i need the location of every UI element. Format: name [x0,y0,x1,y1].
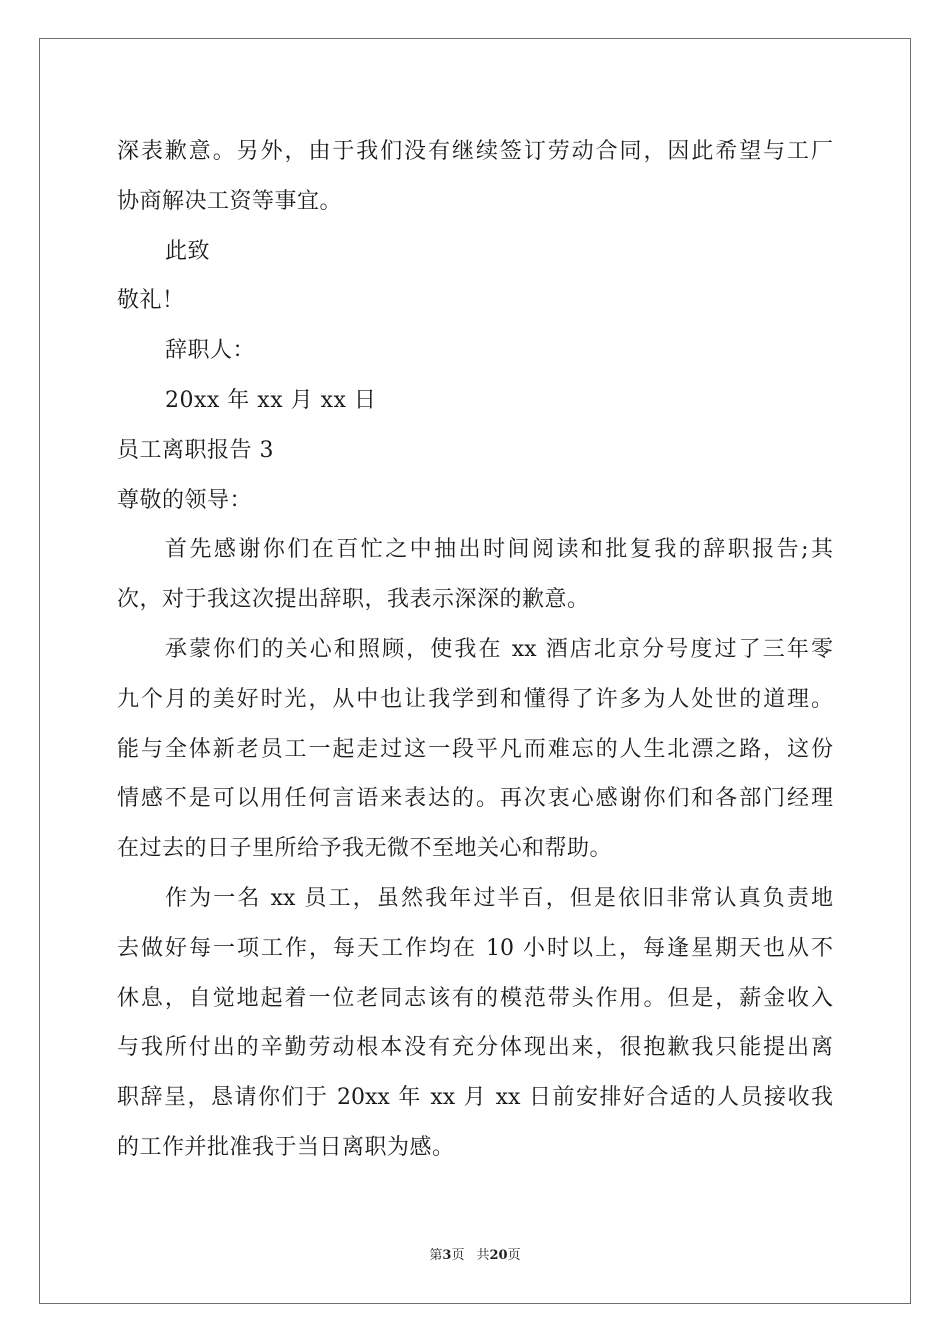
page-suffix: 页 [451,1248,465,1263]
section-heading: 员工离职报告 3 [117,437,274,463]
text-line: 去做好每一项工作，每天工作均在 10 小时以上，每逢星期天也从不 [117,935,833,961]
text-line: 休息，自觉地起着一位老同志该有的模范带头作用。但是，薪金收入 [117,985,833,1011]
text-line: 承蒙你们的关心和照顾，使我在 xx 酒店北京分号度过了三年零 [165,636,833,662]
page-footer [0,1247,950,1265]
closing-regards: 敬礼！ [117,288,185,314]
signature-label: 辞职人： [165,338,256,364]
greeting: 尊敬的领导： [117,487,253,513]
text-line: 首先感谢你们在百忙之中抽出时间阅读和批复我的辞职报告;其 [165,537,833,563]
text-line: 能与全体新老员工一起走过这一段平凡而难忘的人生北漂之路，这份 [117,736,833,762]
total-pages: 20 [489,1248,508,1263]
text-line: 职辞呈，恳请你们于 20xx 年 xx 月 xx 日前安排好合适的人员接收我 [117,1085,833,1111]
text-line: 与我所付出的辛勤劳动根本没有充分体现出来，很抱歉我只能提出离 [117,1035,833,1061]
text-line: 的工作并批准我于当日离职为感。 [117,1134,455,1160]
text-line: 协商解决工资等事宜。 [117,188,343,214]
total-suffix: 页 [507,1248,521,1263]
text-line: 深表歉意。另外，由于我们没有继续签订劳动合同，因此希望与工厂 [117,139,833,164]
total-prefix: 共 [476,1248,490,1263]
document-body [117,127,833,1173]
signature-date: 20xx 年 xx 月 xx 日 [165,387,377,413]
page-number: 3 [442,1248,452,1263]
text-line: 九个月的美好时光，从中也让我学到和懂得了许多为人处世的道理。 [117,686,833,712]
text-line: 次，对于我这次提出辞职，我表示深深的歉意。 [117,587,590,613]
text-line: 在过去的日子里所给予我无微不至地关心和帮助。 [117,836,613,862]
closing-salutation: 此致 [165,238,211,264]
text-line: 情感不是可以用任何言语来表达的。再次衷心感谢你们和各部门经理 [117,786,833,812]
page-prefix: 第 [429,1248,443,1263]
text-line: 作为一名 xx 员工，虽然我年过半百，但是依旧非常认真负责地 [165,885,833,911]
